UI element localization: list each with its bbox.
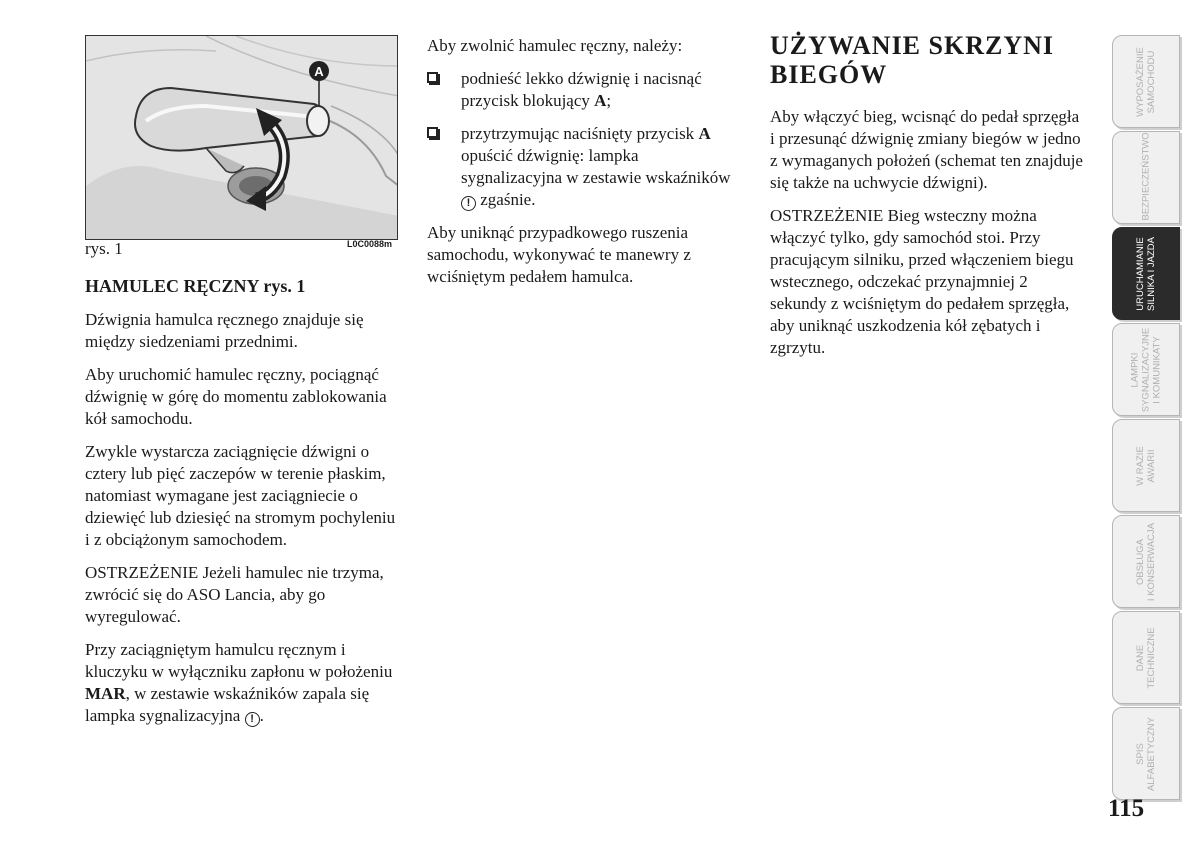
warning-lamp-icon: !: [245, 712, 260, 727]
paragraph: Aby uniknąć przypadkowego ruszenia samochodu, wykonywać te manewry z wciśniętym pedałem hamulca.: [427, 223, 691, 286]
tab-starting-and-driving[interactable]: URUCHAMIANIE SILNIKA I JAZDA: [1112, 227, 1180, 320]
page-number: 115: [1108, 795, 1145, 822]
chapter-tabs: [1112, 35, 1182, 803]
tab-technical-data[interactable]: DANE TECHNICZNE: [1112, 611, 1180, 704]
warning-lamp-icon: !: [461, 196, 476, 211]
tab-index[interactable]: SPIS ALFABETYCZNY: [1112, 707, 1180, 800]
figure-caption: rys. 1: [85, 239, 123, 258]
tab-warning-lights[interactable]: LAMPKI SYGNALIZACYJNE I KOMUNIKATY: [1112, 323, 1180, 416]
checkbox-bullet-icon: [427, 72, 438, 83]
tab-safety[interactable]: BEZPIECZEŃSTWO: [1112, 131, 1180, 224]
tab-vehicle-equipment[interactable]: WYPOSAŻENIE SAMOCHODU: [1112, 35, 1180, 128]
paragraph: OSTRZEŻENIE Jeżeli hamulec nie trzyma, zwrócić się do ASO Lancia, aby go wyregulować.: [85, 563, 384, 626]
paragraph: Przy zaciągniętym hamulcu ręcznym i kluczyku w wyłączniku zapłonu w położeniu MAR, w zestawie wskaźników zapala się lampka sygnalizacyjna ! .: [85, 640, 393, 725]
paragraph: Dźwignia hamulca ręcznego znajduje się między siedzeniami przednimi.: [85, 310, 364, 351]
tab-emergencies[interactable]: W RAZIE AWARII: [1112, 419, 1180, 512]
section-heading-handbrake: HAMULEC RĘCZNY rys. 1: [85, 276, 306, 296]
paragraph: OSTRZEŻENIE Bieg wsteczny można włączyć tylko, gdy samochód stoi. Przy pracującym silniku, przed włączeniem biegu wstecznego, odczekać przynajmniej 2 sekundy z wciśniętym do pedałem sprzęgła, aby uniknąć uszkodzenia kół zębatych i zgrzytu.: [770, 206, 1074, 357]
section-title-gearbox: UŻYWANIE SKRZYNI BIEGÓW: [770, 31, 1054, 89]
tab-maintenance[interactable]: OBSŁUGA I KONSERWACJA: [1112, 515, 1180, 608]
list-item: przytrzymując naciśnięty przycisk A opuścić dźwignię: lampka sygnalizacyjna w zestawie wskaźników ! zgaśnie.: [427, 123, 741, 211]
checkbox-bullet-icon: [427, 127, 438, 138]
handbrake-figure: [85, 35, 398, 240]
figure-code: L0C0088m: [347, 239, 393, 249]
paragraph: Aby włączyć bieg, wcisnąć do pedał sprzęgła i przesunąć dźwignię zmiany biegów w jedno z wymaganych położeń (schemat ten znajduje się także na uchwycie dźwigni).: [770, 107, 1083, 192]
paragraph: Zwykle wystarcza zaciągnięcie dźwigni o cztery lub pięć zaczepów w terenie płaskim, natomiast wymagane jest zaciągniecie o dziewięć lub dziesięć na stromym pochyleniu i z obciążonym samochodem.: [85, 442, 396, 549]
right-column: [770, 106, 1084, 370]
list-item: podnieść lekko dźwignię i nacisnąć przycisk blokujący A;: [427, 68, 741, 112]
marker-a-label: A: [314, 64, 324, 79]
left-column: [85, 275, 398, 738]
handbrake-illustration: [86, 36, 398, 240]
paragraph: Aby zwolnić hamulec ręczny, należy:: [427, 36, 683, 55]
middle-column: [427, 35, 741, 299]
paragraph: Aby uruchomić hamulec ręczny, pociągnąć dźwignię w górę do momentu zablokowania kół samochodu.: [85, 365, 387, 428]
